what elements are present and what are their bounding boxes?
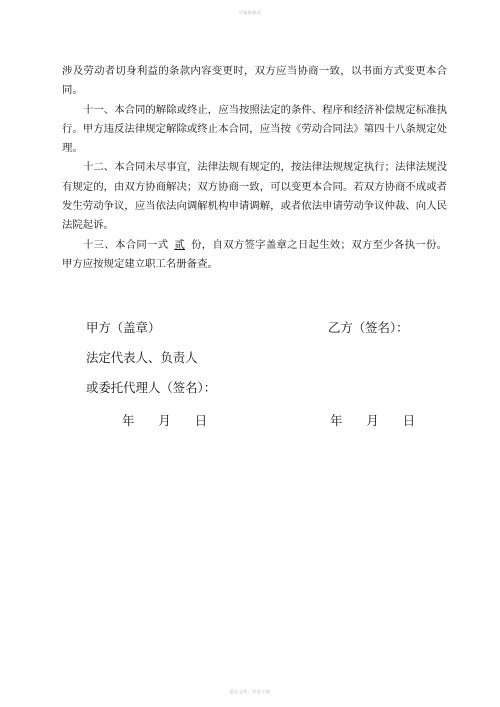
copies-count: 贰 [174, 238, 186, 251]
legal-representative-label: 法定代表人、负责人 [86, 350, 198, 365]
paragraph-unresolved-matters: 十二、本合同未尽事宜，法律法规有规定的，按法律法规规定执行；法律法规没有规定的，由双方协商解决；双方协商一致，可以变更本合同。若双方协商不成或者发生劳动争议，应当依法向调解机构申请调解，或者依法申请劳动争议仲裁、向人民法院起诉。 [62, 161, 447, 232]
paragraph-termination: 十一、本合同的解除或终止，应当按照法定的条件、程序和经济补偿规定标准执行。甲方违反法律规定解除或终止本合同，应当按《劳动合同法》第四十八条规定处理。 [62, 103, 447, 155]
party-b-date [330, 411, 415, 429]
authorized-agent-label: 或委托代理人（签名）： [86, 380, 217, 395]
date-day-label: 日 [194, 413, 208, 428]
paragraph-amendment: 涉及劳动者切身利益的条款内容变更时，双方应当协商一致，以书面方式变更本合同。 [62, 65, 447, 97]
date-year-label: 年 [122, 413, 135, 428]
date-month-label: 月 [366, 413, 379, 428]
paragraph-copies [62, 236, 447, 275]
date-day-label: 日 [402, 413, 416, 428]
copies-text-after: 份，自双方签字盖章之日起生效；双方至少各执一份。甲方应按规定建立职工名册备查。 [62, 238, 448, 270]
contract-body [62, 62, 447, 274]
footer-watermark: 精品文档，欢迎下载 [229, 689, 271, 694]
party-a-date [122, 411, 207, 429]
party-a-seal-label: 甲方（盖章） [86, 320, 161, 335]
date-year-label: 年 [330, 413, 343, 428]
header-watermark: 可编辑修改 [238, 10, 262, 15]
date-month-label: 月 [158, 413, 171, 428]
copies-text-before: 十三、本合同一式 [83, 238, 169, 251]
party-b-signature-label: 乙方（签名）： [328, 320, 409, 335]
